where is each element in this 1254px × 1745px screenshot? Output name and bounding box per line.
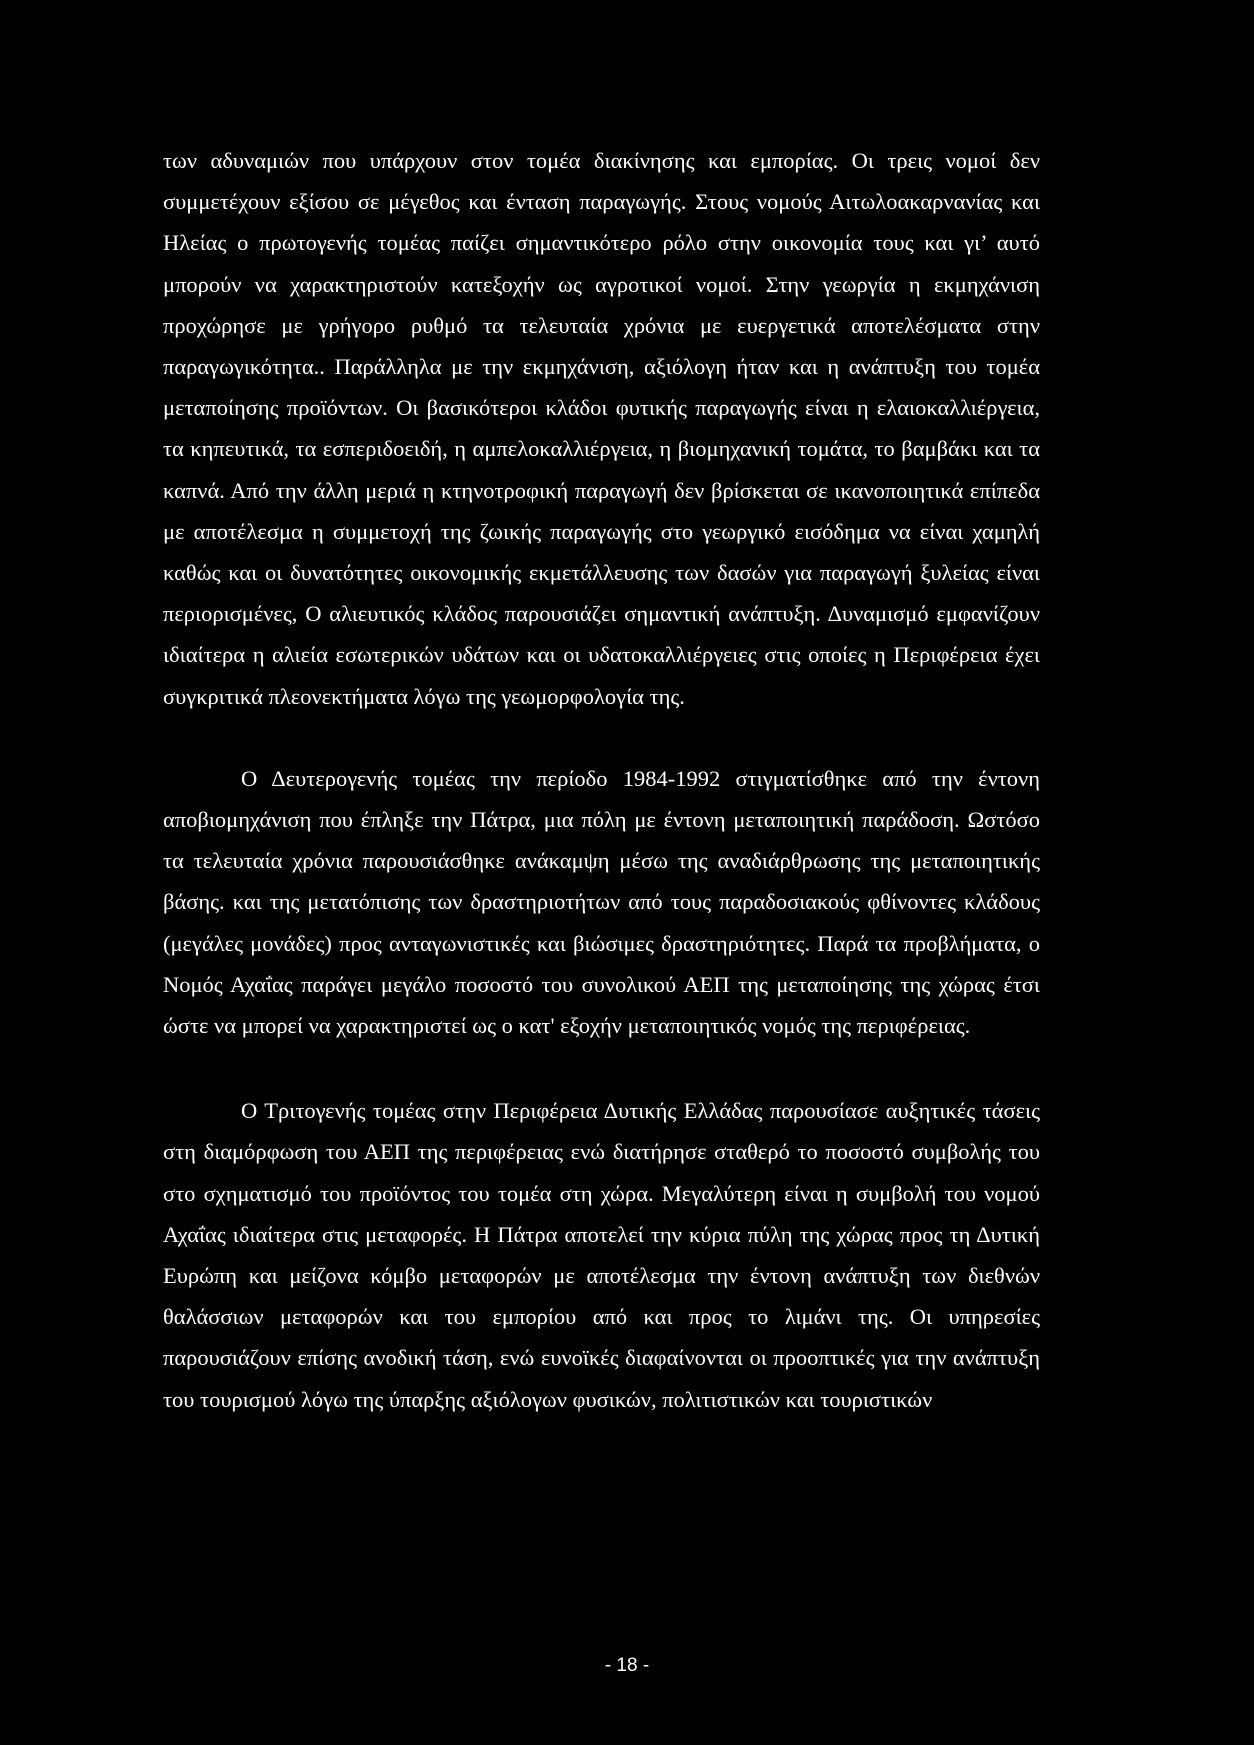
paragraph-secondary-sector: Ο Δευτερογενής τομέας την περίοδο 1984-1992 στιγματίσθηκε από την έντονη αποβιομηχάνιση που έπληξε την Πάτρα, μια πόλη με έντονη μεταποιητική παράδοση. Ωστόσο τα τελευταία χρόνια παρουσιάσθηκε ανάκαμψη μέσω της αναδιάρθρωσης της μεταποιητικής βάσης. και της μετατόπισης των δραστηριοτήτων από τους παραδοσιακούς φθίνοντες κλάδους (μεγάλες μονάδες) προς ανταγωνιστικές και βιώσιμες δραστηριότητες. Παρά τα προβλήματα, ο Νομός Αχαΐας παράγει μεγάλο ποσοστό του συνολικού ΑΕΠ της μεταποίησης της χώρας έτσι ώστε να μπορεί να χαρακτηριστεί ως ο κατ' εξοχήν μεταποιητικός νομός της περιφέρειας. [163, 765, 1040, 1039]
paragraph-primary-sector: των αδυναμιών που υπάρχουν στον τομέα διακίνησης και εμπορίας. Οι τρεις νομοί δεν συμμετέχουν εξίσου σε μέγεθος και ένταση παραγωγής. Στους νομούς Αιτωλοακαρνανίας και Ηλείας ο πρωτογενής τομέας παίζει σημαντικότερο ρόλο στην οικονομία τους και γι’ αυτό μπορούν να χαρακτηριστούν κατεξοχήν ως αγροτικοί νομοί. Στην γεωργία η εκμηχάνιση προχώρησε με γρήγορο ρυθμό τα τελευταία χρόνια με ευεργετικά αποτελέσματα στην παραγωγικότητα.. Παράλληλα με την εκμηχάνιση, αξιόλογη ήταν και η ανάπτυξη του τομέα μεταποίησης προϊόντων. Οι βασικότεροι κλάδοι φυτικής παραγωγής είναι η ελαιοκαλλιέργεια, τα κηπευτικά, τα εσπεριδοειδή, η αμπελοκαλλιέργεια, η βιομηχανική τομάτα, το βαμβάκι και τα καπνά. Από την άλλη μεριά η κτηνοτροφική παραγωγή δεν βρίσκεται σε ικανοποιητικά επίπεδα με αποτέλεσμα η συμμετοχή της ζωικής παραγωγής στο γεωργικό εισόδημα να είναι χαμηλή καθώς και οι δυνατότητες οικονομικής εκμετάλλευσης των δασών για παραγωγή ξυλείας είναι περιορισμένες, Ο αλιευτικός κλάδος παρουσιάζει σημαντική ανάπτυξη. Δυναμισμό εμφανίζουν ιδιαίτερα η αλιεία εσωτερικών υδάτων και οι υδατοκαλλιέργειες στις οποίες η Περιφέρεια έχει συγκριτικά πλεονεκτήματα λόγω της γεωμορφολογία της. [163, 148, 1040, 709]
body-text [163, 140, 1040, 1420]
page-number: - 18 - [604, 1655, 650, 1676]
paragraph-tertiary-sector: Ο Τριτογενής τομέας στην Περιφέρεια Δυτικής Ελλάδας παρουσίασε αυξητικές τάσεις στη διαμόρφωση του ΑΕΠ της περιφέρειας ενώ διατήρησε σταθερό το ποσοστό συμβολής του στο σχηματισμό του προϊόντος του τομέα στη χώρα. Μεγαλύτερη είναι η συμβολή του νομού Αχαΐας ιδιαίτερα στις μεταφορές. Η Πάτρα αποτελεί την κύρια πύλη της χώρας προς τη Δυτική Ευρώπη και μείζονα κόμβο μεταφορών με αποτέλεσμα την έντονη ανάπτυξη των διεθνών θαλάσσιων μεταφορών και του εμπορίου από και προς το λιμάνι της. Οι υπηρεσίες παρουσιάζουν επίσης ανοδική τάση, ενώ ευνοϊκές διαφαίνονται οι προοπτικές για την ανάπτυξη του τουρισμού λόγω της ύπαρξης αξιόλογων φυσικών, πολιτιστικών και τουριστικών [163, 1098, 1040, 1412]
